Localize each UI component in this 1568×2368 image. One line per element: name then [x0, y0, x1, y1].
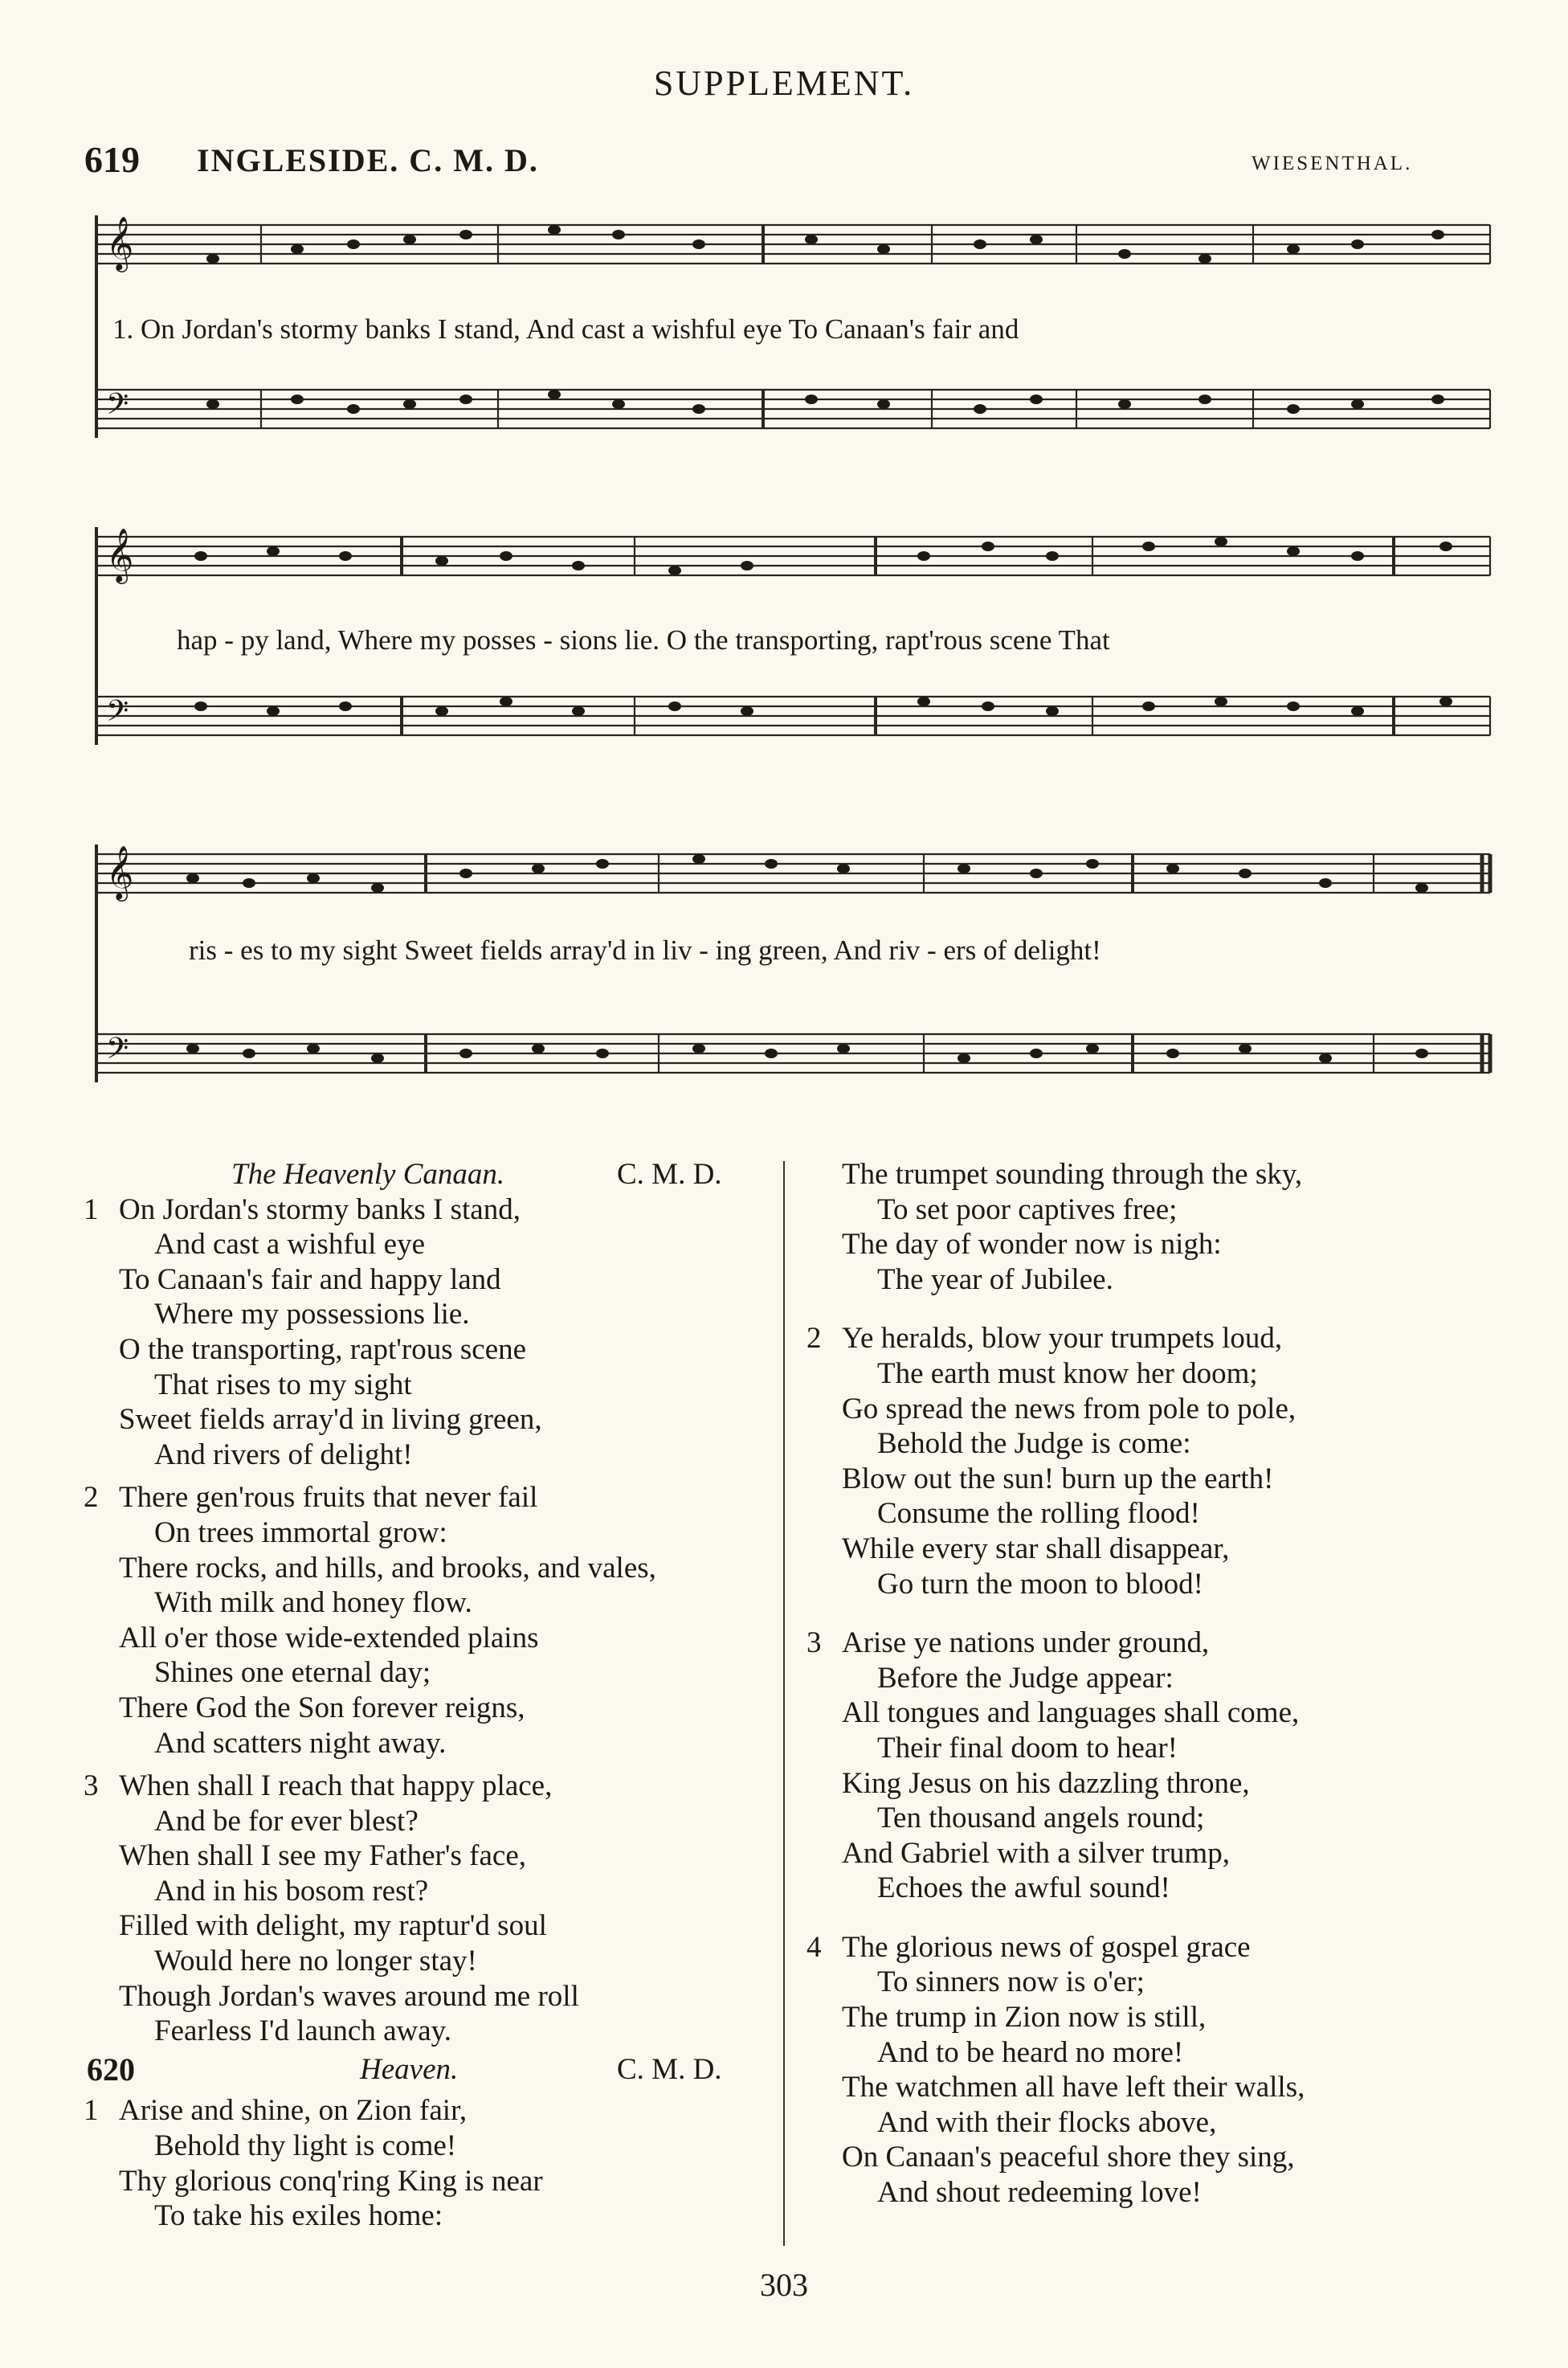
stanza-continued: [842, 1157, 1533, 1297]
verse-line: Where my possessions lie.: [154, 1298, 470, 1331]
verse-line: Though Jordan's waves around me roll: [119, 1979, 579, 2013]
verse-line: Ye heralds, blow your trumpets loud,: [842, 1322, 1283, 1356]
stanza-number: 2: [84, 1481, 99, 1515]
stanza: [806, 1626, 1533, 1906]
hymn-title: The Heavenly Canaan.: [231, 1158, 505, 1191]
verse-line: The trump in Zion now is still,: [842, 2001, 1207, 2035]
stanza: [84, 1769, 770, 2049]
svg-text:𝄞: 𝄞: [106, 527, 134, 582]
verse-line: Arise ye nations under ground,: [842, 1626, 1210, 1660]
verse-line: There rocks, and hills, and brooks, and vales,: [119, 1551, 656, 1585]
verse-line: That rises to my sight: [154, 1368, 412, 1401]
verse-line: There gen'rous fruits that never fail: [119, 1481, 538, 1515]
verse-line: Ten thousand angels round;: [877, 1802, 1205, 1835]
verse-line: All tongues and languages shall come,: [842, 1696, 1300, 1730]
svg-text:𝄞: 𝄞: [106, 215, 134, 270]
verse-line: When shall I reach that happy place,: [119, 1769, 553, 1803]
stanza-number: 1: [84, 2094, 99, 2128]
verse-line: The day of wonder now is nigh:: [842, 1228, 1222, 1262]
page-number: 303: [760, 2267, 808, 2303]
lyric-line-3: ris - es to my sight Sweet fields array'd in liv - ing green, And riv - ers of delight!: [189, 935, 1101, 966]
hymn-meter: C. M. D.: [617, 1158, 722, 1191]
stanza-number: 3: [806, 1626, 822, 1660]
stanza-number: 3: [84, 1769, 99, 1803]
verse-line: And Gabriel with a silver trump,: [842, 1836, 1230, 1870]
verse-line: With milk and honey flow.: [154, 1586, 472, 1620]
verse-line: And be for ever blest?: [154, 1804, 419, 1838]
verse-line: On Canaan's peaceful shore they sing,: [842, 2141, 1295, 2174]
stanza-number: 4: [806, 1930, 822, 1964]
verse-line: When shall I see my Father's face,: [119, 1839, 526, 1873]
verse-line: On trees immortal grow:: [154, 1515, 447, 1549]
stanza: [84, 1192, 770, 1473]
verse-line: To Canaan's fair and happy land: [119, 1262, 501, 1296]
lyric-line-2: hap - py land, Where my posses - sions lie. O the transporting, rapt'rous scene That: [177, 624, 1110, 656]
verse-line: On Jordan's stormy banks I stand,: [119, 1192, 521, 1226]
verse-line: And scatters night away.: [154, 1726, 447, 1760]
music-system-1: [88, 193, 1494, 502]
verse-line: And in his bosom rest?: [154, 1874, 429, 1908]
verse-line: Their final doom to hear!: [877, 1731, 1178, 1765]
stanza: [84, 2093, 770, 2233]
verse-line: Behold the Judge is come:: [877, 1427, 1191, 1461]
hymn-meter: C. M. D.: [617, 2052, 722, 2086]
page-header: SUPPLEMENT.: [653, 63, 915, 103]
verse-line: Before the Judge appear:: [877, 1661, 1174, 1695]
stanza: [806, 1930, 1533, 2211]
verse-line: And shout redeeming love!: [877, 2176, 1202, 2210]
verse-line: And cast a wishful eye: [154, 1228, 426, 1262]
verse-line: The year of Jubilee.: [877, 1262, 1113, 1296]
lyric-line-1: 1. On Jordan's stormy banks I stand, And cast a wishful eye To Canaan's fair and: [112, 313, 1019, 345]
verse-line: The watchmen all have left their walls,: [842, 2071, 1305, 2104]
tune-number: 619: [84, 139, 140, 180]
svg-text:𝄢: 𝄢: [106, 694, 129, 735]
verse-line: While every star shall disappear,: [842, 1532, 1230, 1565]
verse-line: The glorious news of gospel grace: [842, 1930, 1251, 1964]
stanza: [806, 1321, 1533, 1601]
verse-line: The earth must know her doom;: [877, 1356, 1258, 1390]
tune-name: INGLESIDE. C. M. D.: [197, 142, 539, 178]
stanza-number: 2: [806, 1322, 822, 1356]
composer: WIESENTHAL.: [1252, 153, 1413, 174]
verse-line: The trumpet sounding through the sky,: [842, 1158, 1303, 1191]
svg-text:𝄢: 𝄢: [106, 387, 129, 428]
hymn-number: 620: [87, 2051, 135, 2088]
verse-line: Fearless I'd launch away.: [154, 2014, 452, 2048]
stanza: [84, 1480, 770, 1761]
staff-notation: [88, 193, 1494, 498]
verse-line: O the transporting, rapt'rous scene: [119, 1332, 527, 1366]
verse-line: Go turn the moon to blood!: [877, 1567, 1203, 1601]
hymn-620-heading: [87, 2052, 770, 2089]
verse-line: There God the Son forever reigns,: [119, 1691, 525, 1724]
svg-text:𝄞: 𝄞: [106, 845, 134, 899]
verse-line: Arise and shine, on Zion fair,: [119, 2094, 468, 2128]
verse-line: King Jesus on his dazzling throne,: [842, 1766, 1250, 1800]
verse-line: To sinners now is o'er;: [877, 1965, 1145, 1999]
verse-line: And with their flocks above,: [877, 2105, 1217, 2139]
verse-line: And rivers of delight!: [154, 1438, 413, 1471]
verse-line: Echoes the awful sound!: [877, 1871, 1170, 1905]
left-column: [84, 1157, 770, 2234]
verse-line: Would here no longer stay!: [154, 1945, 477, 1978]
verse-line: Sweet fields array'd in living green,: [119, 1403, 542, 1437]
music-system-3: [88, 808, 1494, 1125]
verse-line: Shines one eternal day;: [154, 1656, 431, 1690]
verse-line: All o'er those wide-extended plains: [119, 1621, 539, 1654]
column-divider: [783, 1161, 785, 2246]
verse-line: Behold thy light is come!: [154, 2129, 457, 2163]
stanza-number: 1: [84, 1192, 99, 1226]
verse-line: Go spread the news from pole to pole,: [842, 1392, 1296, 1425]
verse-line: And to be heard no more!: [877, 2035, 1184, 2069]
hymn-title: Heaven.: [360, 2052, 459, 2086]
verse-line: To set poor captives free;: [877, 1192, 1178, 1226]
music-system-2: [88, 498, 1494, 808]
verse-line: To take his exiles home:: [154, 2199, 443, 2233]
hymn-619-heading: [119, 1157, 770, 1192]
right-column: [806, 1157, 1533, 2211]
svg-text:𝄢: 𝄢: [106, 1032, 129, 1073]
verse-line: Blow out the sun! burn up the earth!: [842, 1462, 1274, 1495]
verse-line: Consume the rolling flood!: [877, 1497, 1200, 1531]
verse-line: Thy glorious conq'ring King is near: [119, 2164, 543, 2198]
verse-line: Filled with delight, my raptur'd soul: [119, 1909, 547, 1943]
